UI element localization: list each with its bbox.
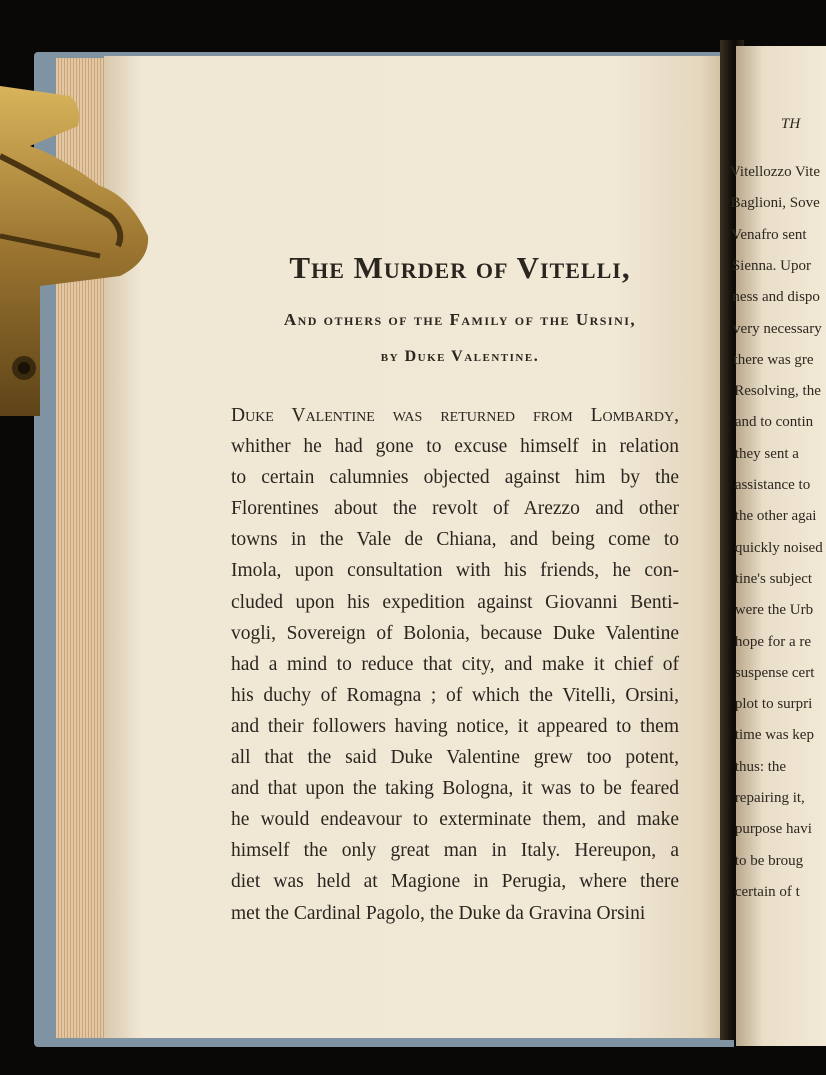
right-page-line: plot to surpri — [734, 696, 813, 713]
right-page-line: hope for a re — [734, 633, 812, 650]
right-page-line: Baglioni, Sove — [730, 195, 820, 212]
right-page-line: purpose havi — [734, 821, 812, 838]
body-line: his duchy of Romagna ; of which the Vitelli, Orsini, — [231, 684, 679, 706]
body-line: to certain calumnies objected against him by the — [231, 467, 679, 489]
body-line: and that upon the taking Bologna, it was to be feared — [231, 778, 679, 800]
body-line: vogli, Sovereign of Bolonia, because Duke Valentine — [231, 622, 679, 644]
body-line: diet was held at Magione in Perugia, where there — [231, 871, 679, 893]
right-page-line: to be broug — [734, 852, 804, 869]
right-page-line: and to contin — [734, 414, 814, 431]
right-page-line: thus: the — [734, 758, 787, 775]
body-line: Duke Valentine was returned from Lombardy, — [231, 405, 679, 426]
right-page — [730, 46, 826, 1046]
right-page-line: suspense cert — [734, 664, 815, 681]
right-page-line: repairing it, — [734, 790, 805, 806]
right-page-line: ness and dispo — [732, 289, 820, 306]
right-page-line: assistance to — [734, 477, 811, 493]
right-page-line: they sent a — [734, 445, 799, 462]
right-page-line: there was gre — [733, 351, 814, 368]
right-page-line: tine's subject — [734, 570, 813, 587]
chapter-title: The Murder of Vitelli, — [289, 250, 631, 285]
body-line: he would endeavour to exterminate them, and make — [231, 809, 679, 831]
right-page-line: certain of t — [734, 883, 800, 900]
body-line: and their followers having notice, it appeared to them — [231, 715, 679, 737]
right-page-line: the other agai — [734, 508, 817, 525]
right-page-line: time was kep — [734, 727, 814, 744]
body-line: Florentines about the revolt of Arezzo and other — [231, 498, 679, 520]
right-page-line: Venafro sent — [731, 226, 807, 243]
right-page-line: Vitellozzo Vite — [730, 164, 820, 180]
right-page-line: were the Urb — [734, 602, 814, 619]
right-page-line: quickly noised — [734, 539, 823, 556]
right-page-header: TH — [781, 116, 801, 132]
body-line: towns in the Vale de Chiana, and being come to — [231, 529, 679, 551]
right-page-line: Sienna. Upor — [731, 257, 811, 274]
body-line: whither he had gone to excuse himself in relation — [231, 436, 679, 458]
body-line: met the Cardinal Pagolo, the Duke da Gravina Orsini — [231, 902, 646, 924]
body-line: himself the only great man in Italy. Hereupon, a — [231, 840, 679, 862]
brass-clip-icon — [0, 86, 150, 416]
right-page-line: very necessary — [733, 320, 822, 337]
chapter-subtitle: And others of the Family of the Ursini, — [283, 310, 637, 329]
body-line: had a mind to reduce that city, and make it chief of — [231, 653, 679, 675]
right-page-line: Resolving, the — [734, 383, 821, 400]
body-line: cluded upon his expedition against Giovanni Benti- — [231, 591, 679, 613]
body-line: all that the said Duke Valentine grew too potent, — [231, 747, 679, 769]
body-line: Imola, upon consultation with his friends, he con- — [231, 560, 679, 582]
body-text — [231, 400, 679, 929]
chapter-byline: by Duke Valentine. — [380, 348, 540, 365]
